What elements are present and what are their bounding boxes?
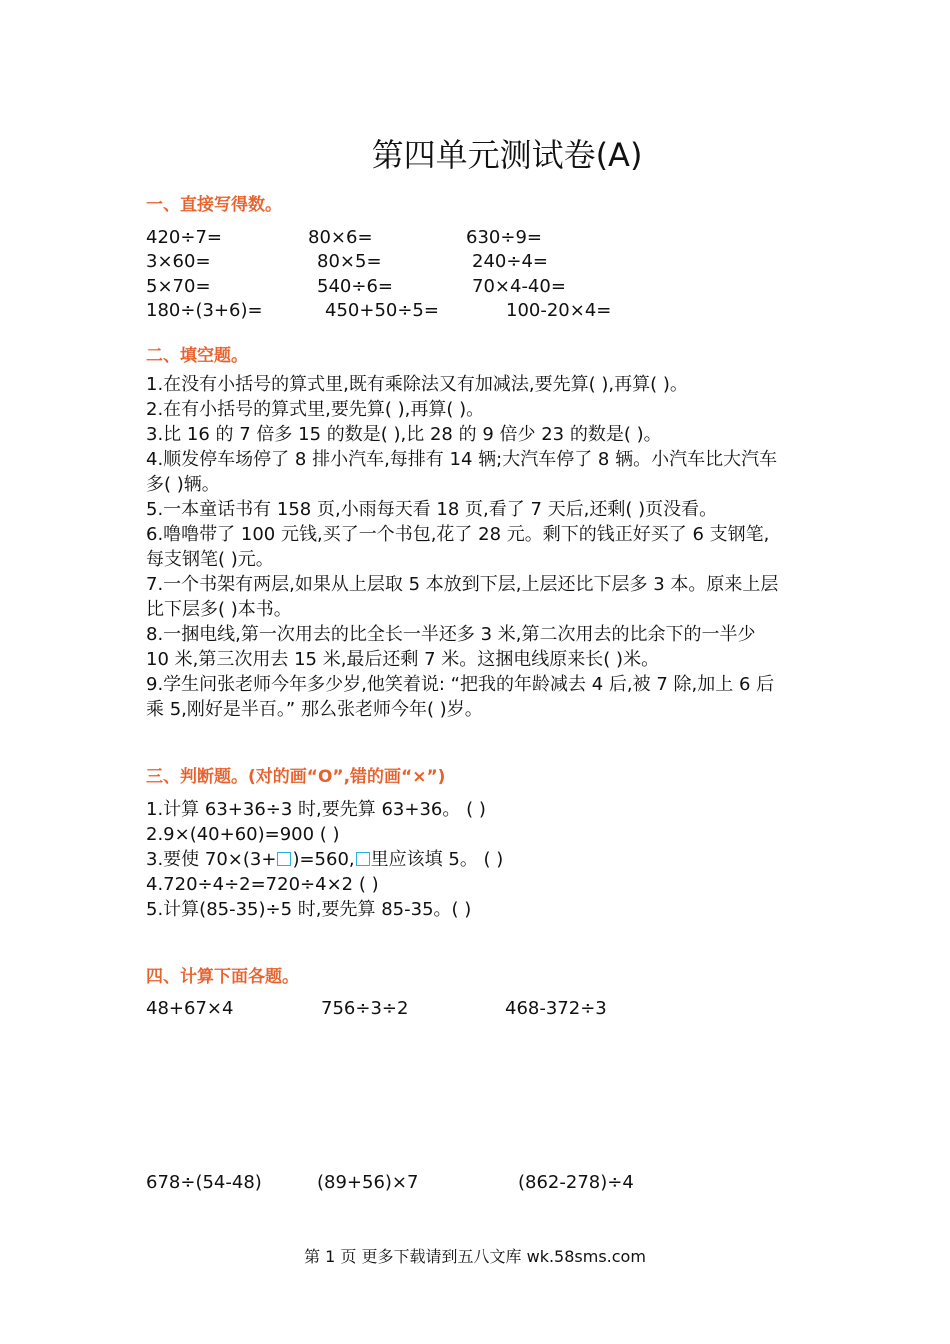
- fill-line: 7.一个书架有两层,如果从上层取 5 本放到下层,上层还比下层多 3 本。原来上层: [146, 574, 779, 595]
- judge-item: 1.计算 63+36÷3 时,要先算 63+36。 ( ): [146, 799, 486, 820]
- fill-line: 10 米,第三次用去 15 米,最后还剩 7 米。这捆电线原来长( )米。: [146, 649, 660, 670]
- oral-item: 540÷6=: [317, 276, 393, 297]
- calc-item: 48+67×4: [146, 998, 234, 1019]
- fill-line: 4.顺发停车场停了 8 排小汽车,每排有 14 辆;大汽车停了 8 辆。小汽车比大汽车: [146, 449, 778, 470]
- blank-box-icon: [277, 852, 291, 866]
- section-1-heading: 一、直接写得数。: [146, 195, 282, 215]
- judge-text: 里应该填 5。 ( ): [370, 849, 504, 870]
- oral-item: 70×4-40=: [472, 276, 566, 297]
- calc-item: 468-372÷3: [505, 998, 607, 1019]
- oral-item: 240÷4=: [472, 251, 548, 272]
- fill-line: 3.比 16 的 7 倍多 15 的数是( ),比 28 的 9 倍少 23 的数是( )。: [146, 424, 662, 445]
- oral-item: 5×70=: [146, 276, 211, 297]
- fill-line: 9.学生问张老师今年多少岁,他笑着说: “把我的年龄减去 4 后,被 7 除,加上 6 后: [146, 674, 775, 695]
- oral-item: 80×6=: [308, 227, 373, 248]
- oral-item: 180÷(3+6)=: [146, 300, 263, 321]
- oral-item: 80×5=: [317, 251, 382, 272]
- oral-item: 3×60=: [146, 251, 211, 272]
- fill-line: 乘 5,刚好是半百。” 那么张老师今年( )岁。: [146, 699, 483, 720]
- judge-item: 4.720÷4÷2=720÷4×2 ( ): [146, 874, 379, 895]
- calc-item: (862-278)÷4: [518, 1172, 634, 1193]
- judge-item: 2.9×(40+60)=900 ( ): [146, 824, 340, 845]
- fill-line: 5.一本童话书有 158 页,小雨每天看 18 页,看了 7 天后,还剩( )页没看。: [146, 499, 718, 520]
- fill-line: 每支钢笔( )元。: [146, 549, 274, 570]
- page-title: 第四单元测试卷(A): [371, 136, 643, 174]
- judge-text: 3.要使 70×(3+: [146, 849, 277, 870]
- page-footer: 第 1 页 更多下载请到五八文库 wk.58sms.com: [304, 1247, 646, 1266]
- calc-item: 756÷3÷2: [321, 998, 409, 1019]
- judge-item: [146, 847, 503, 872]
- section-2-heading: 二、填空题。: [146, 346, 248, 366]
- calc-item: (89+56)×7: [317, 1172, 419, 1193]
- fill-line: 比下层多( )本书。: [146, 599, 292, 620]
- judge-item: 5.计算(85-35)÷5 时,要先算 85-35。( ): [146, 899, 472, 920]
- section-4-heading: 四、计算下面各题。: [146, 967, 299, 987]
- oral-item: 630÷9=: [466, 227, 542, 248]
- judge-text: )=560,: [292, 849, 355, 870]
- calc-item: 678÷(54-48): [146, 1172, 262, 1193]
- fill-line: 2.在有小括号的算式里,要先算( ),再算( )。: [146, 399, 485, 420]
- fill-line: 多( )辆。: [146, 474, 220, 495]
- oral-item: 450+50÷5=: [325, 300, 439, 321]
- oral-item: 420÷7=: [146, 227, 222, 248]
- blank-box-icon: [356, 852, 370, 866]
- fill-line: 8.一捆电线,第一次用去的比全长一半还多 3 米,第二次用去的比余下的一半少: [146, 624, 756, 645]
- fill-line: 6.噜噜带了 100 元钱,买了一个书包,花了 28 元。剩下的钱正好买了 6 支钢笔,: [146, 524, 770, 545]
- section-3-heading: 三、判断题。(对的画“O”,错的画“×”): [146, 767, 446, 787]
- fill-line: 1.在没有小括号的算式里,既有乘除法又有加减法,要先算( ),再算( )。: [146, 374, 688, 395]
- oral-item: 100-20×4=: [506, 300, 612, 321]
